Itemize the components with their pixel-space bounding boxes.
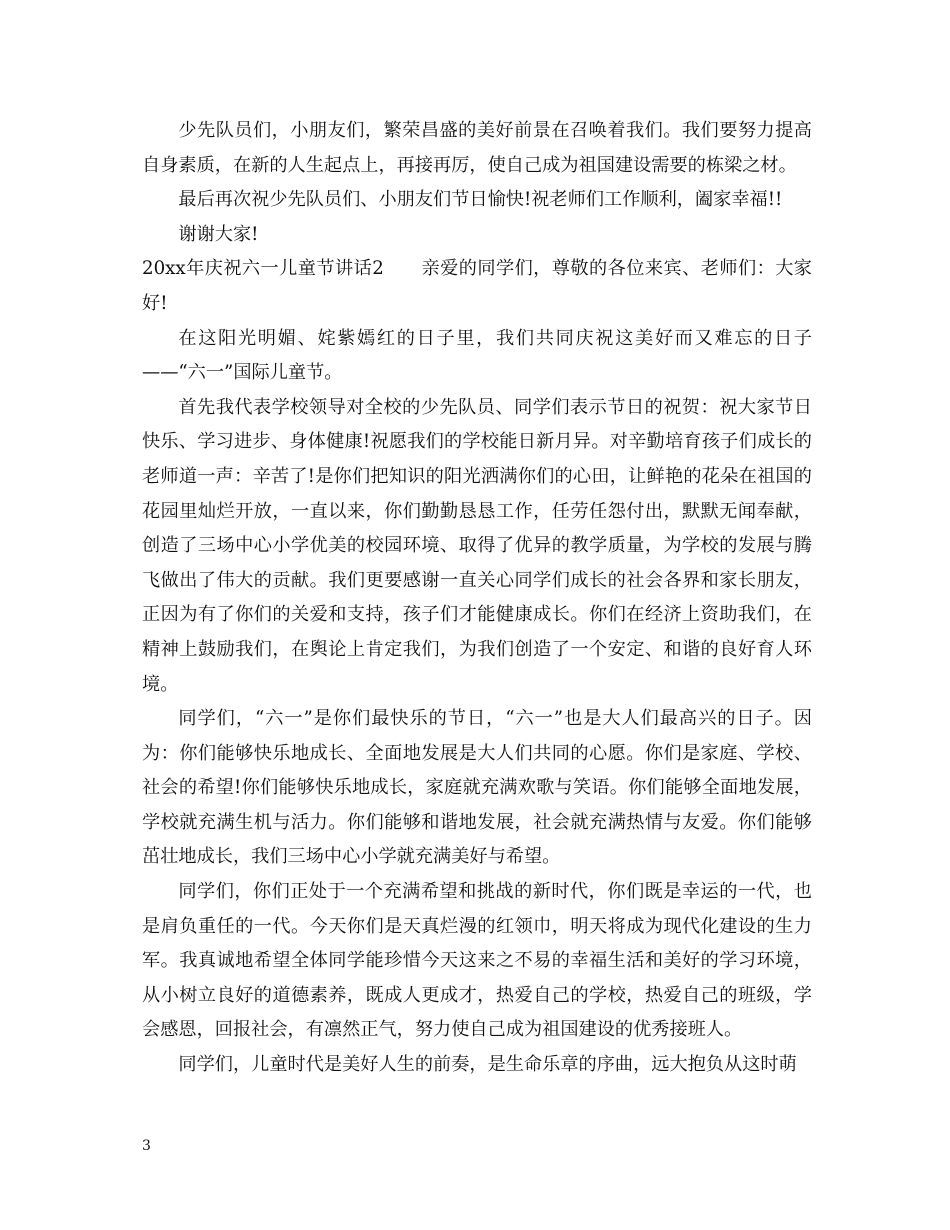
paragraph: 同学们，你们正处于一个充满希望和挑战的新时代，你们既是幸运的一代，也是肩负重任的一代。今天你们是天真烂漫的红领巾，明天将成为现代化建设的生力军。我真诚地希望全体同学能珍惜今天这来之不易的幸福生活和美好的学习环境，从小树立良好的道德素养，既成人更成才，热爱自己的学校，热爱自己的班级，学会感恩，回报社会，有凛然正气，努力使自己成为祖国建设的优秀接班人。 [142, 881, 812, 1041]
paragraph: 首先我代表学校领导对全校的少先队员、同学们表示节日的祝贺：祝大家节日快乐、学习进步、身体健康!祝愿我们的学校能日新月异。对辛勤培育孩子们成长的老师道一声：辛苦了!是你们把知识的阳光洒满你们的心田，让鲜艳的花朵在祖国的花园里灿烂开放，一直以来，你们勤勤恳恳工作，任劳任怨付出，默默无闻奉献，创造了三场中心小学优美的校园环境、取得了优异的教学质量，为学校的发展与腾飞做出了伟大的贡献。我们更要感谢一直关心同学们成长的社会各界和家长朋友，正因为有了你们的关爱和支持，孩子们才能健康成长。你们在经济上资助我们，在精神上鼓励我们，在舆论上肯定我们，为我们创造了一个安定、和谐的良好育人环境。 [142, 396, 812, 695]
paragraph: 同学们，儿童时代是美好人生的前奏，是生命乐章的序曲，远大抱负从这时萌 [178, 1054, 797, 1076]
page-number: 3 [142, 1138, 151, 1154]
paragraph: 同学们，“六一”是你们最快乐的节日，“六一”也是大人们最高兴的日子。因为：你们能够快乐地成长、全面地发展是大人们共同的心愿。你们是家庭、学校、社会的希望!你们能够快乐地成长，家庭就充满欢歌与笑语。你们能够全面地发展，学校就充满生机与活力。你们能够和谐地发展，社会就充满热情与友爱。你们能够茁壮地成长，我们三场中心小学就充满美好与希望。 [142, 708, 812, 868]
section-title: 20xx年庆祝六一儿童节讲话2 亲爱的同学们，尊敬的各位来宾、老师们：大家好! [142, 258, 812, 314]
paragraph: 少先队员们，小朋友们，繁荣昌盛的美好前景在召唤着我们。我们要努力提高自身素质，在新的人生起点上，再接再厉，使自己成为祖国建设需要的栋梁之材。 [142, 120, 812, 176]
paragraph: 谢谢大家! [178, 223, 259, 245]
document-body [142, 114, 812, 1083]
paragraph: 最后再次祝少先队员们、小朋友们节日愉快!祝老师们工作顺利，阖家幸福!! [178, 189, 783, 211]
paragraph: 在这阳光明媚、姹紫嫣红的日子里，我们共同庆祝这美好而又难忘的日子——“六一”国际儿童节。 [142, 327, 812, 384]
